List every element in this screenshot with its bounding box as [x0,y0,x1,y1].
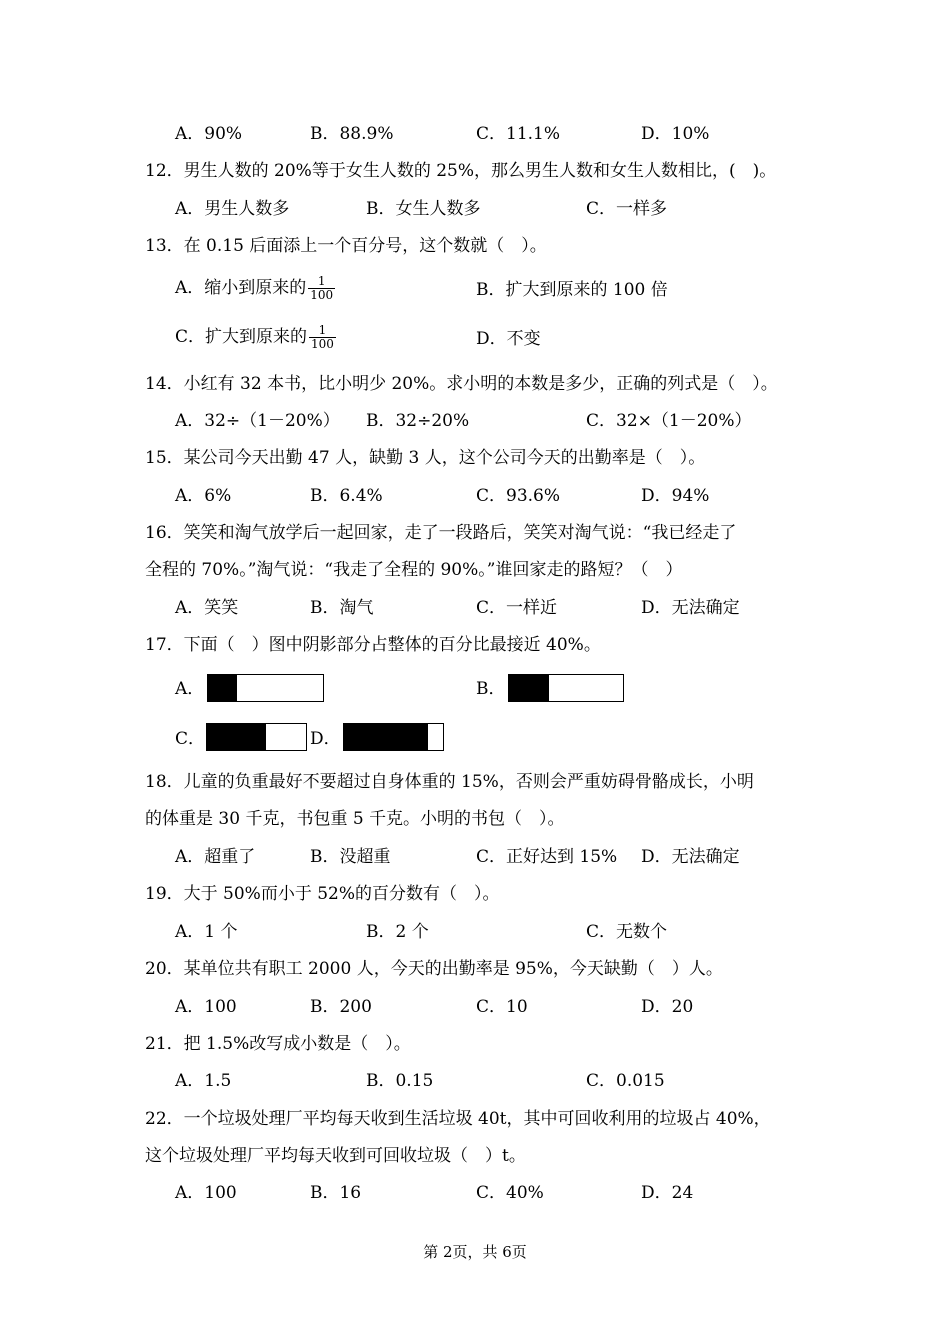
q17-option-a-label: A． [175,679,205,699]
q15-option-b: B．6.4% [310,486,383,506]
q20-option-b: B．200 [310,997,372,1017]
q22-option-a: A．100 [175,1183,237,1203]
q16-question-line1: 16．笑笑和淘气放学后一起回家，走了一段路后，笑笑对淘气说：“我已经走了 [145,523,737,543]
q22-question-line1: 22．一个垃圾处理厂平均每天收到生活垃圾 40t，其中可回收利用的垃圾占 40%， [145,1109,771,1129]
q19-option-c: C．无数个 [586,922,668,942]
q17-option-a-bar [207,674,324,702]
q19-option-b: B．2 个 [366,922,429,942]
q18-option-b: B．没超重 [310,847,391,867]
q19-question: 19．大于 50%而小于 52%的百分数有（ ）。 [145,884,500,904]
q12-option-b: B．女生人数多 [366,199,481,219]
q15-option-c: C．93.6% [476,486,561,506]
q15-question: 15．某公司今天出勤 47 人，缺勤 3 人，这个公司今天的出勤率是（ ）。 [145,448,706,468]
q18-option-c: C．正好达到 15% [476,847,618,867]
q14-question: 14．小红有 32 本书，比小明少 20%。求小明的本数是多少，正确的列式是（ ）。 [145,374,778,394]
q15-option-d: D．94% [641,486,710,506]
q14-option-c: C．32×（1－20%） [586,411,752,431]
fraction-denominator: 100 [310,288,334,302]
q22-option-d: D．24 [641,1183,694,1203]
q11-option-a: A．90% [175,124,243,144]
q13-option-c-label: C．扩大到原来的 [175,327,308,347]
page-footer: 第 2页，共 6页 [423,1243,527,1261]
shaded-part [208,675,237,701]
shaded-part [207,724,266,750]
q16-option-b: B．淘气 [310,598,374,618]
q22-option-b: B．16 [310,1183,362,1203]
fraction [308,275,335,302]
q19-option-a: A．1 个 [175,922,238,942]
q13-option-b: B．扩大到原来的 100 倍 [476,280,668,300]
q17-option-b-bar [508,674,624,702]
q22-option-c: C．40% [476,1183,544,1203]
q18-option-d: D．无法确定 [641,847,740,867]
q16-option-d: D．无法确定 [641,598,740,618]
q13-option-d: D．不变 [476,329,541,349]
q18-option-a: A．超重了 [175,847,256,867]
q17-option-c-bar [206,723,307,751]
fraction-numerator: 1 [317,274,326,288]
q17-question: 17．下面（ ）图中阴影部分占整体的百分比最接近 40%。 [145,635,601,655]
q11-option-c: C．11.1% [476,124,561,144]
q13-question: 13．在 0.15 后面添上一个百分号，这个数就（ ）。 [145,236,547,256]
q18-question-line2: 的体重是 30 千克，书包重 5 千克。小明的书包（ ）。 [145,809,565,829]
q16-option-c: C．一样近 [476,598,558,618]
q12-option-a: A．男生人数多 [175,199,290,219]
q13-option-a-label: A．缩小到原来的 [175,278,307,298]
q16-option-a: A．笑笑 [175,598,239,618]
q13-option-c [175,324,336,351]
fraction-numerator: 1 [318,323,327,337]
q14-option-b: B．32÷20% [366,411,470,431]
q21-option-c: C．0.015 [586,1071,665,1091]
q12-option-c: C．一样多 [586,199,668,219]
q11-option-b: B．88.9% [310,124,394,144]
fraction-denominator: 100 [311,337,334,351]
q20-option-d: D．20 [641,997,694,1017]
q13-option-a [175,275,335,302]
q14-option-a: A．32÷（1－20%） [175,411,340,431]
q20-question: 20．某单位共有职工 2000 人，今天的出勤率是 95%，今天缺勤（ ）人。 [145,959,723,979]
q20-option-c: C．10 [476,997,528,1017]
q21-question: 21．把 1.5%改写成小数是（ ）。 [145,1034,411,1054]
q17-option-d-bar [343,723,444,751]
q21-option-b: B．0.15 [366,1071,434,1091]
q20-option-a: A．100 [175,997,237,1017]
shaded-part [344,724,428,750]
q18-question-line1: 18．儿童的负重最好不要超过自身体重的 15%，否则会严重妨碍骨骼成长，小明 [145,772,754,792]
q22-question-line2: 这个垃圾处理厂平均每天收到可回收垃圾（ ）t。 [145,1146,526,1166]
q17-option-d-label: D． [310,729,341,749]
q12-question: 12．男生人数的 20%等于女生人数的 25%，那么男生人数和女生人数相比，( )。 [145,161,777,181]
shaded-part [509,675,549,701]
fraction [309,324,336,351]
q11-option-d: D．10% [641,124,710,144]
q17-option-c-label: C． [175,729,206,749]
q17-option-b-label: B． [476,679,506,699]
q15-option-a: A．6% [175,486,232,506]
q16-question-line2: 全程的 70%。”淘气说：“我走了全程的 90%。”谁回家走的路短？（ ） [145,560,683,580]
q21-option-a: A．1.5 [175,1071,232,1091]
